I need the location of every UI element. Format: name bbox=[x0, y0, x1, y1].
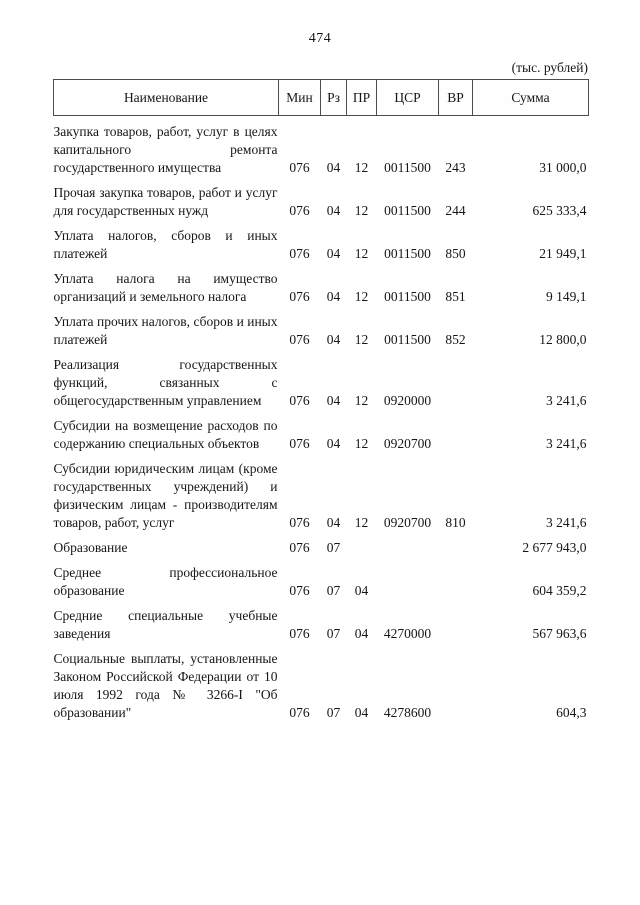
row-min-code-cell: 076 bbox=[289, 160, 310, 175]
row-min-code-cell: 076 bbox=[289, 393, 310, 408]
row-csr-code-cell: 0011500 bbox=[384, 160, 431, 175]
page-content bbox=[53, 60, 588, 722]
row-vr-code-cell bbox=[439, 349, 473, 410]
table-row bbox=[54, 410, 589, 453]
row-name-cell: Прочая закупка товаров, работ и услуг для государственных нужд bbox=[53, 185, 278, 218]
row-name-cell: Социальные выплаты, установленные Законом Российской Федерации от 10 июля 1992 года № 3266-I "Об образовании" bbox=[53, 651, 278, 720]
column-header-csr: ЦСР bbox=[377, 80, 439, 116]
row-vr-code-cell: 244 bbox=[445, 203, 466, 218]
row-name-cell: Субсидии юридическим лицам (кроме государственных учреждений) и физическим лицам - производителям товаров, работ, услуг bbox=[53, 461, 278, 530]
row-name-cell: Закупка товаров, работ, услуг в целях капитального ремонта государственного имущества bbox=[53, 124, 278, 175]
table-row bbox=[54, 263, 589, 306]
row-vr-code-cell bbox=[439, 600, 473, 643]
row-vr-code-cell bbox=[439, 532, 473, 557]
table-row bbox=[54, 532, 589, 557]
row-pr-code-cell: 04 bbox=[354, 705, 369, 720]
column-header-pr: ПР bbox=[347, 80, 377, 116]
table-header-row bbox=[54, 80, 589, 116]
row-rz-code-cell: 04 bbox=[326, 160, 341, 175]
row-name-cell: Среднее профессиональное образование bbox=[53, 565, 278, 598]
row-csr-code-cell: 0011500 bbox=[384, 289, 431, 304]
row-csr-code-cell bbox=[377, 532, 439, 557]
row-sum-cell: 3 241,6 bbox=[546, 436, 587, 451]
row-pr-code-cell: 12 bbox=[354, 332, 369, 347]
row-sum-cell: 2 677 943,0 bbox=[522, 540, 587, 555]
row-sum-cell: 604,3 bbox=[556, 705, 587, 720]
row-sum-cell: 21 949,1 bbox=[539, 246, 587, 261]
table-row bbox=[54, 116, 589, 178]
row-csr-code-cell: 0011500 bbox=[384, 246, 431, 261]
row-vr-code-cell bbox=[439, 557, 473, 600]
row-name-cell: Средние специальные учебные заведения bbox=[53, 608, 278, 641]
row-vr-code-cell: 243 bbox=[445, 160, 466, 175]
row-name-cell: Уплата прочих налогов, сборов и иных платежей bbox=[53, 314, 278, 347]
row-min-code-cell: 076 bbox=[289, 289, 310, 304]
row-rz-code-cell: 04 bbox=[326, 289, 341, 304]
row-sum-cell: 9 149,1 bbox=[546, 289, 587, 304]
table-row bbox=[54, 177, 589, 220]
row-pr-code-cell: 12 bbox=[354, 436, 369, 451]
row-pr-code-cell: 12 bbox=[354, 160, 369, 175]
row-vr-code-cell: 810 bbox=[445, 515, 466, 530]
row-rz-code-cell: 07 bbox=[326, 540, 341, 555]
row-min-code-cell: 076 bbox=[289, 436, 310, 451]
row-sum-cell: 567 963,6 bbox=[532, 626, 587, 641]
row-pr-code-cell bbox=[347, 532, 377, 557]
row-vr-code-cell bbox=[439, 410, 473, 453]
budget-table bbox=[53, 79, 589, 722]
row-rz-code-cell: 04 bbox=[326, 332, 341, 347]
row-name-cell: Уплата налогов, сборов и иных платежей bbox=[53, 228, 278, 261]
row-min-code-cell: 076 bbox=[289, 246, 310, 261]
table-row bbox=[54, 643, 589, 722]
row-vr-code-cell: 852 bbox=[445, 332, 466, 347]
row-csr-code-cell bbox=[377, 557, 439, 600]
row-rz-code-cell: 07 bbox=[326, 626, 341, 641]
row-sum-cell: 31 000,0 bbox=[539, 160, 587, 175]
row-csr-code-cell: 0920000 bbox=[383, 393, 432, 408]
row-rz-code-cell: 04 bbox=[326, 203, 341, 218]
row-sum-cell: 3 241,6 bbox=[546, 515, 587, 530]
row-csr-code-cell: 0011500 bbox=[384, 203, 431, 218]
row-min-code-cell: 076 bbox=[289, 540, 310, 555]
row-vr-code-cell: 850 bbox=[445, 246, 466, 261]
row-min-code-cell: 076 bbox=[289, 583, 310, 598]
row-min-code-cell: 076 bbox=[289, 705, 310, 720]
table-row bbox=[54, 306, 589, 349]
row-rz-code-cell: 04 bbox=[326, 393, 341, 408]
row-csr-code-cell: 0920700 bbox=[383, 436, 432, 451]
row-csr-code-cell: 0011500 bbox=[384, 332, 431, 347]
row-min-code-cell: 076 bbox=[289, 515, 310, 530]
units-note: (тыс. рублей) bbox=[511, 60, 588, 75]
row-min-code-cell: 076 bbox=[289, 332, 310, 347]
row-name-cell: Уплата налога на имущество организаций и земельного налога bbox=[53, 271, 278, 304]
row-sum-cell: 604 359,2 bbox=[532, 583, 587, 598]
table-row bbox=[54, 557, 589, 600]
row-vr-code-cell bbox=[439, 643, 473, 722]
row-rz-code-cell: 04 bbox=[326, 246, 341, 261]
row-min-code-cell: 076 bbox=[289, 626, 310, 641]
row-pr-code-cell: 12 bbox=[354, 393, 369, 408]
row-pr-code-cell: 12 bbox=[354, 203, 369, 218]
column-header-name: Наименование bbox=[54, 80, 279, 116]
row-rz-code-cell: 07 bbox=[326, 705, 341, 720]
column-header-sum: Сумма bbox=[473, 80, 589, 116]
row-sum-cell: 625 333,4 bbox=[532, 203, 587, 218]
row-csr-code-cell: 0920700 bbox=[383, 515, 432, 530]
row-rz-code-cell: 04 bbox=[326, 515, 341, 530]
row-vr-code-cell: 851 bbox=[445, 289, 466, 304]
column-header-vr: ВР bbox=[439, 80, 473, 116]
row-pr-code-cell: 12 bbox=[354, 515, 369, 530]
row-sum-cell: 12 800,0 bbox=[539, 332, 587, 347]
row-csr-code-cell: 4270000 bbox=[383, 626, 432, 641]
table-row bbox=[54, 349, 589, 410]
column-header-min: Мин bbox=[279, 80, 321, 116]
table-row bbox=[54, 600, 589, 643]
column-header-rz: Рз bbox=[321, 80, 347, 116]
row-sum-cell: 3 241,6 bbox=[546, 393, 587, 408]
row-rz-code-cell: 07 bbox=[326, 583, 341, 598]
row-name-cell: Реализация государственных функций, связанных с общегосударственным управлением bbox=[53, 357, 278, 408]
table-row bbox=[54, 453, 589, 532]
row-pr-code-cell: 12 bbox=[354, 246, 369, 261]
row-csr-code-cell: 4278600 bbox=[383, 705, 432, 720]
table-body bbox=[54, 116, 589, 723]
row-pr-code-cell: 04 bbox=[354, 583, 369, 598]
row-name-cell: Субсидии на возмещение расходов по содержанию специальных объектов bbox=[53, 418, 278, 451]
row-name-cell: Образование bbox=[53, 540, 128, 555]
row-min-code-cell: 076 bbox=[289, 203, 310, 218]
table-row bbox=[54, 220, 589, 263]
row-pr-code-cell: 04 bbox=[354, 626, 369, 641]
row-pr-code-cell: 12 bbox=[354, 289, 369, 304]
page-number: 474 bbox=[308, 31, 332, 46]
row-rz-code-cell: 04 bbox=[326, 436, 341, 451]
